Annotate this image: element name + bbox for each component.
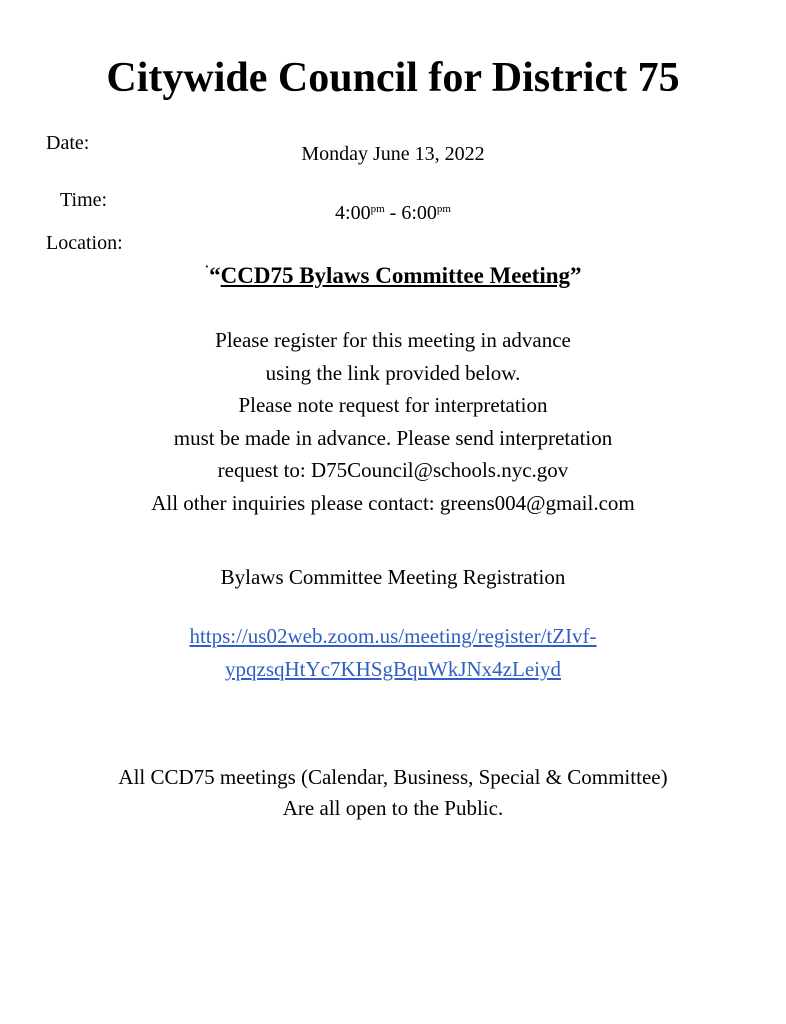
meeting-name: CCD75 Bylaws Committee Meeting	[220, 263, 571, 288]
time-label: Time:	[60, 189, 108, 211]
registration-heading: Bylaws Committee Meeting Registration	[220, 565, 566, 589]
meeting-title	[0, 258, 786, 290]
footer-note	[0, 762, 786, 824]
registration-link-line1[interactable]: https://us02web.zoom.us/meeting/register/tZIvf-	[189, 624, 597, 648]
registration-link-line2[interactable]: ypqzsqHtYc7KHSgBquWkJNx4zLeiyd	[225, 657, 561, 681]
time-separator: -	[384, 202, 402, 224]
page-title: Citywide Council for District 75	[106, 55, 680, 101]
time-value	[0, 201, 786, 225]
meeting-close-quote: ”	[570, 263, 582, 288]
meeting-open-quote: “	[209, 263, 221, 288]
date-label: Date:	[46, 132, 90, 154]
time-start: 4:00	[335, 202, 371, 224]
registration-instructions	[0, 324, 786, 519]
instruction-line: Please register for this meeting in advance	[215, 328, 571, 352]
instruction-line: Please note request for interpretation	[238, 393, 548, 417]
date-value: Monday June 13, 2022	[301, 143, 485, 165]
time-start-suffix: pm	[370, 203, 385, 215]
instruction-line: All other inquiries please contact: greens004@gmail.com	[151, 490, 635, 515]
registration-link[interactable]	[0, 620, 786, 686]
footer-line: All CCD75 meetings (Calendar, Business, Special & Committee)	[118, 765, 668, 789]
instruction-line: must be made in advance. Please send interpretation	[173, 425, 613, 450]
location-label: Location:	[46, 232, 123, 254]
time-end-suffix: pm	[436, 203, 451, 215]
instruction-line: request to: D75Council@schools.nyc.gov	[217, 458, 569, 482]
time-end: 6:00	[401, 202, 437, 224]
footer-line: Are all open to the Public.	[282, 796, 504, 820]
instruction-line: using the link provided below.	[265, 360, 521, 385]
meeting-open-quote-mark: ˙	[204, 264, 210, 279]
